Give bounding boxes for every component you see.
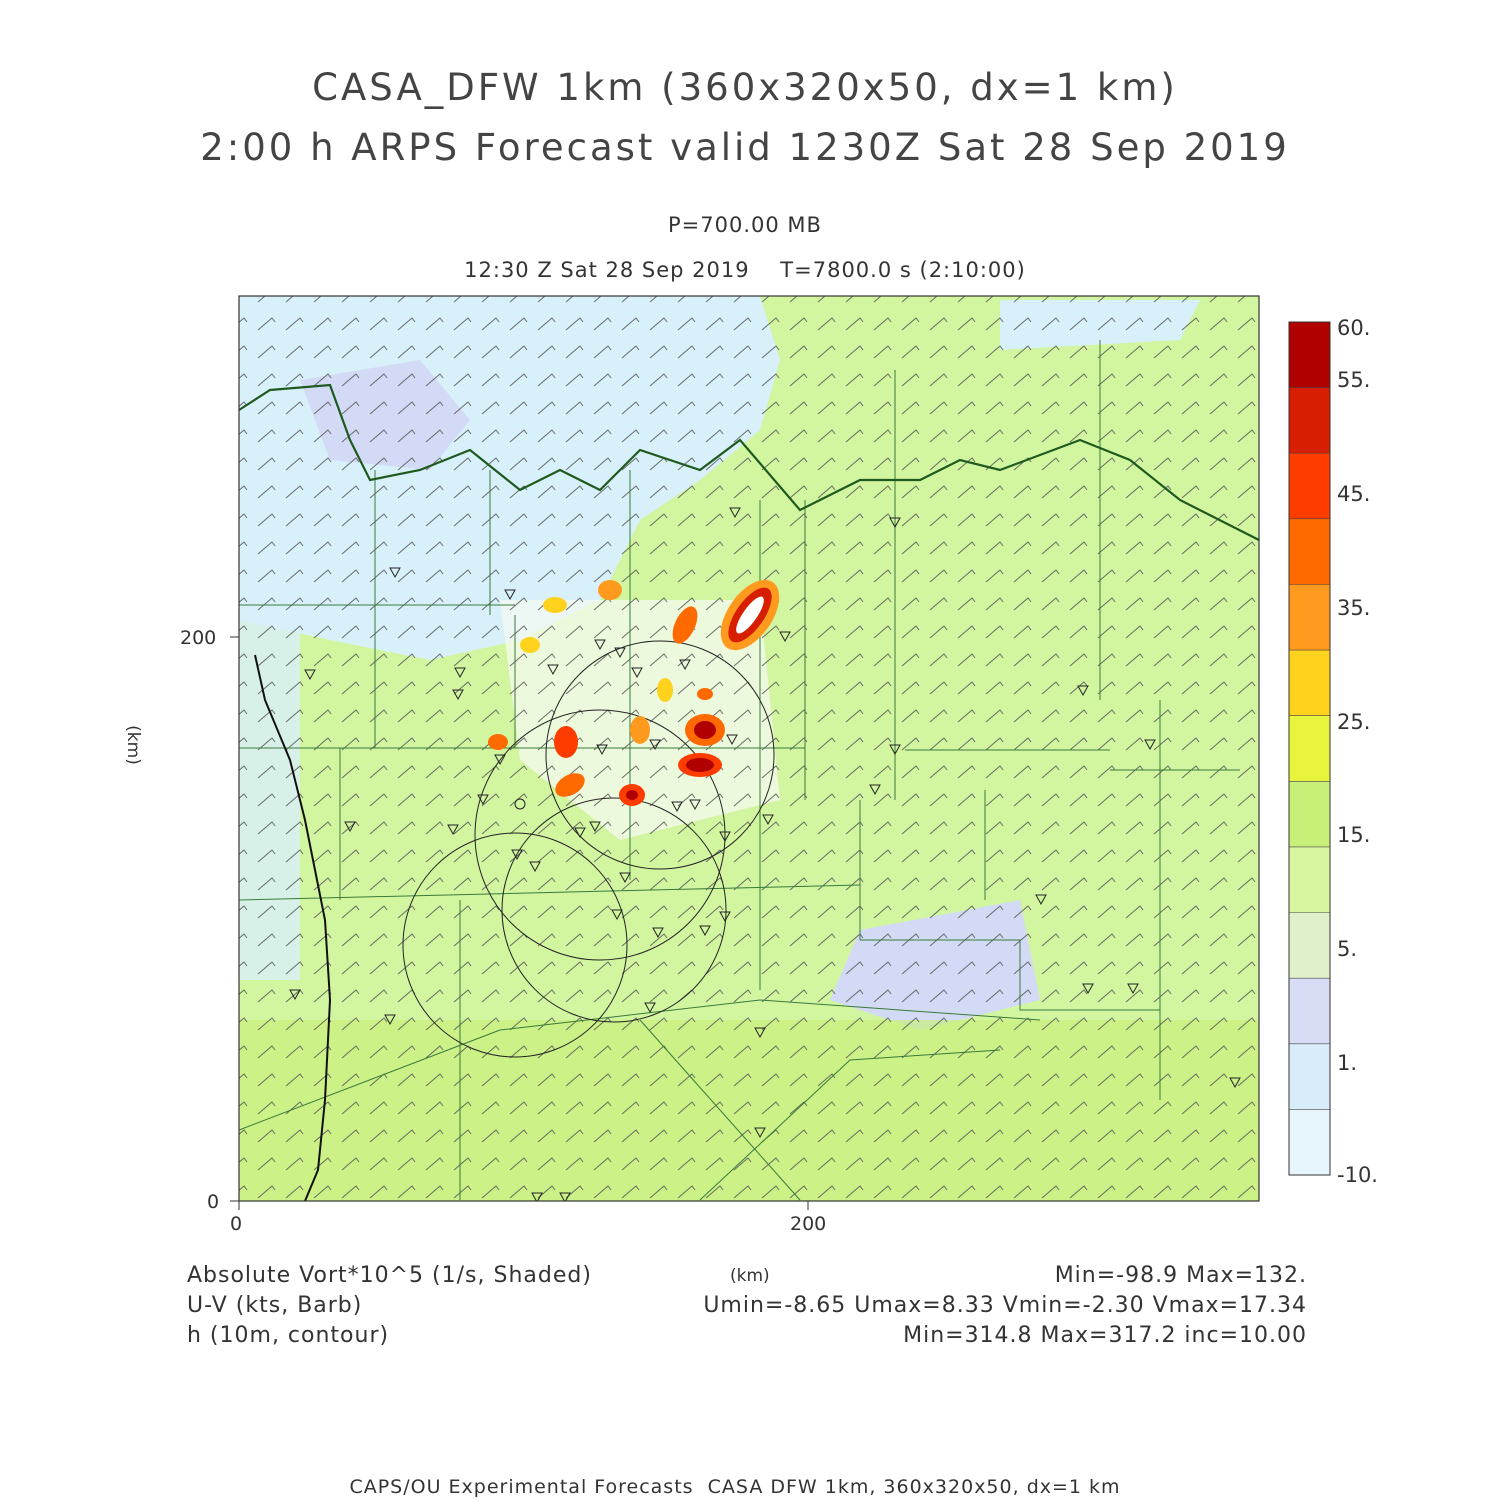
- colorbar-swatch: [1289, 519, 1330, 585]
- colorbar-swatch: [1289, 650, 1330, 716]
- colorbar-label-35: 35.: [1337, 596, 1371, 620]
- colorbar-swatch: [1289, 388, 1330, 454]
- colorbar-swatch: [1289, 716, 1330, 782]
- y-axis-label: (km): [122, 725, 143, 765]
- colorbar-label-5: 5.: [1337, 937, 1358, 961]
- ytick-0: 0: [207, 1191, 220, 1213]
- map-panel: [239, 296, 1259, 1202]
- colorbar-label-60: 60.: [1337, 316, 1371, 340]
- legend-stats-vorticity: Min=-98.9 Max=132.: [1054, 1263, 1307, 1288]
- colorbar-swatch: [1289, 1044, 1330, 1110]
- legend-stats-wind: Umin=-8.65 Umax=8.33 Vmin=-2.30 Vmax=17.34: [703, 1293, 1307, 1318]
- colorbar-label-55: 55.: [1337, 368, 1371, 392]
- legend-stats-height: Min=314.8 Max=317.2 inc=10.00: [903, 1323, 1307, 1348]
- colorbar-swatch: [1289, 978, 1330, 1044]
- colorbar-label-15: 15.: [1337, 823, 1371, 847]
- colorbar-swatch: [1289, 1109, 1330, 1175]
- legend-field-vorticity: Absolute Vort*10^5 (1/s, Shaded): [187, 1263, 592, 1288]
- colorbar: [1289, 322, 1330, 1176]
- colorbar-label-1: 1.: [1337, 1051, 1358, 1075]
- main-title: CASA_DFW 1km (360x320x50, dx=1 km): [312, 66, 1178, 109]
- colorbar-label-25: 25.: [1337, 710, 1371, 734]
- legend-field-wind: U-V (kts, Barb): [187, 1293, 363, 1318]
- pressure-level: P=700.00 MB: [668, 213, 822, 237]
- colorbar-label-neg10: -10.: [1337, 1163, 1378, 1187]
- legend-field-height: h (10m, contour): [187, 1323, 390, 1348]
- xtick-200: 200: [790, 1213, 827, 1235]
- colorbar-swatch: [1289, 913, 1330, 979]
- colorbar-swatch: [1289, 585, 1330, 651]
- x-axis-label: (km): [730, 1266, 770, 1286]
- valid-time: 12:30 Z Sat 28 Sep 2019 T=7800.0 s (2:10:00): [464, 258, 1026, 282]
- colorbar-label-45: 45.: [1337, 482, 1371, 506]
- forecast-title: 2:00 h ARPS Forecast valid 1230Z Sat 28 Sep 2019: [200, 126, 1290, 169]
- colorbar-swatch: [1289, 781, 1330, 847]
- colorbar-swatch: [1289, 847, 1330, 913]
- footer-credit: CAPS/OU Experimental Forecasts CASA DFW 1km, 360x320x50, dx=1 km: [349, 1476, 1121, 1498]
- colorbar-swatch: [1289, 453, 1330, 519]
- xtick-0: 0: [230, 1213, 243, 1235]
- ytick-200: 200: [180, 627, 217, 649]
- colorbar-swatch: [1289, 322, 1330, 388]
